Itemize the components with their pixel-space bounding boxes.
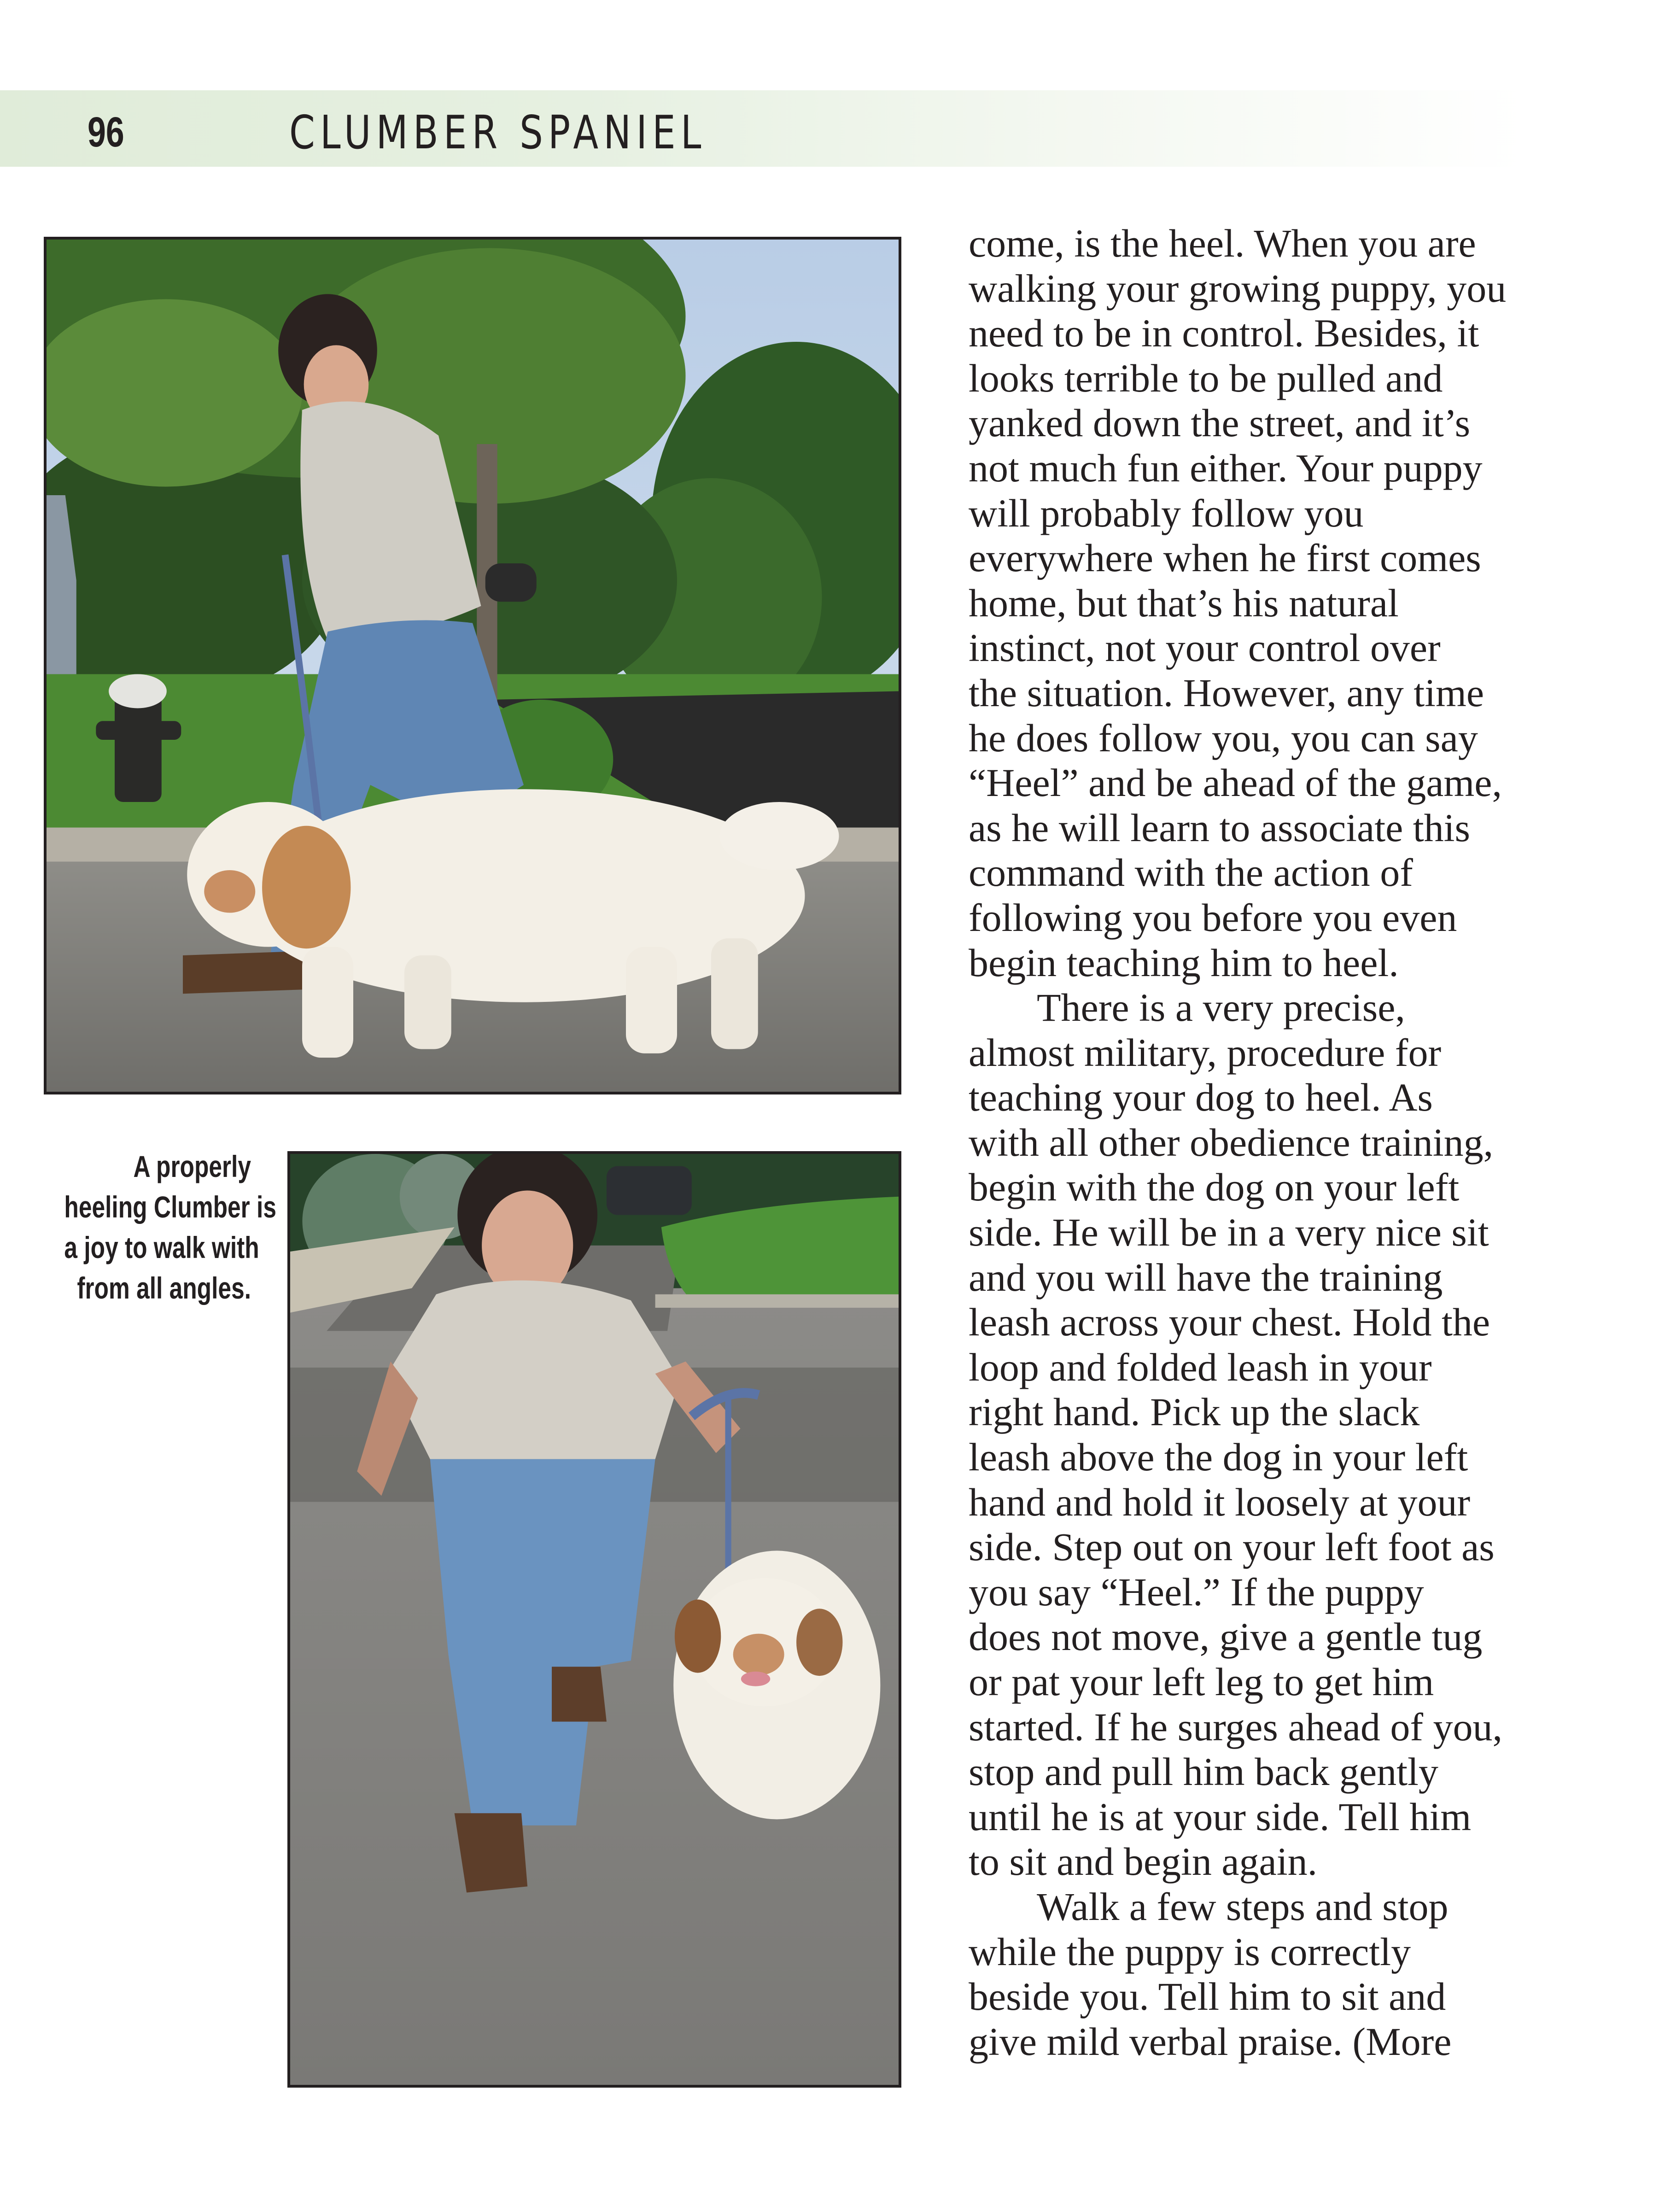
body-line: stop and pull him back gently	[969, 1750, 1438, 1794]
caption-line: A properly	[133, 1149, 251, 1183]
body-line: loop and folded leash in your	[969, 1345, 1432, 1389]
body-line: leash above the dog in your left	[969, 1435, 1468, 1480]
photo-side-view-heeling	[44, 237, 901, 1094]
body-line: and you will have the training	[969, 1255, 1443, 1299]
body-line: started. If he surges ahead of you,	[969, 1704, 1503, 1749]
body-line: “Heel” and be ahead of the game,	[969, 761, 1502, 805]
photo-front-view-illustration	[290, 1154, 899, 2085]
body-line: will probably follow you	[969, 491, 1364, 535]
body-line: does not move, give a gentle tug	[969, 1615, 1483, 1659]
body-line-paragraph-start: Walk a few steps and stop	[1037, 1884, 1449, 1929]
running-head-title: CLUMBER SPANIEL	[289, 105, 707, 159]
body-line: he does follow you, you can say	[969, 715, 1478, 760]
body-line: the situation. However, any time	[969, 670, 1484, 715]
body-text-column	[969, 221, 1577, 2064]
page-number: 96	[88, 109, 124, 156]
body-line: home, but that’s his natural	[969, 580, 1399, 625]
body-line: hand and hold it loosely at your	[969, 1480, 1471, 1524]
body-line: yanked down the street, and it’s	[969, 401, 1471, 445]
running-header-band	[0, 90, 1659, 167]
body-line: while the puppy is correctly	[969, 1929, 1411, 1974]
body-line: following you before you even	[969, 895, 1457, 940]
photo-caption	[12, 1146, 276, 1308]
caption-line: from all angles.	[77, 1271, 251, 1305]
body-line: with all other obedience training,	[969, 1120, 1494, 1165]
body-line: as he will learn to associate this	[969, 805, 1471, 850]
caption-line: a joy to walk with	[64, 1230, 259, 1264]
body-line: not much fun either. Your puppy	[969, 445, 1483, 490]
body-line: or pat your left leg to get him	[969, 1660, 1434, 1704]
body-line: to sit and begin again.	[969, 1839, 1318, 1884]
body-line: leash across your chest. Hold the	[969, 1300, 1490, 1345]
body-line: begin teaching him to heel.	[969, 940, 1399, 985]
body-line: come, is the heel. When you are	[969, 221, 1476, 265]
body-line: begin with the dog on your left	[969, 1165, 1460, 1210]
body-line: right hand. Pick up the slack	[969, 1390, 1420, 1434]
body-line: side. Step out on your left foot as	[969, 1525, 1495, 1569]
body-line: until he is at your side. Tell him	[969, 1794, 1472, 1839]
caption-line: heeling Clumber is	[64, 1190, 276, 1224]
body-line: you say “Heel.” If the puppy	[969, 1569, 1424, 1614]
body-line: instinct, not your control over	[969, 626, 1441, 670]
body-line: almost military, procedure for	[969, 1030, 1442, 1075]
body-line: teaching your dog to heel. As	[969, 1075, 1433, 1120]
photo-side-view-illustration	[47, 240, 899, 1092]
body-line: need to be in control. Besides, it	[969, 311, 1479, 356]
photo-front-view-heeling	[287, 1151, 901, 2088]
body-line: beside you. Tell him to sit and	[969, 1974, 1446, 2019]
body-line: side. He will be in a very nice sit	[969, 1210, 1489, 1255]
body-line-paragraph-start: There is a very precise,	[1037, 985, 1405, 1030]
body-line: command with the action of	[969, 850, 1413, 895]
body-line: looks terrible to be pulled and	[969, 356, 1443, 400]
body-line: everywhere when he first comes	[969, 536, 1481, 580]
body-line: walking your growing puppy, you	[969, 266, 1507, 310]
body-line: give mild verbal praise. (More	[969, 2019, 1452, 2064]
